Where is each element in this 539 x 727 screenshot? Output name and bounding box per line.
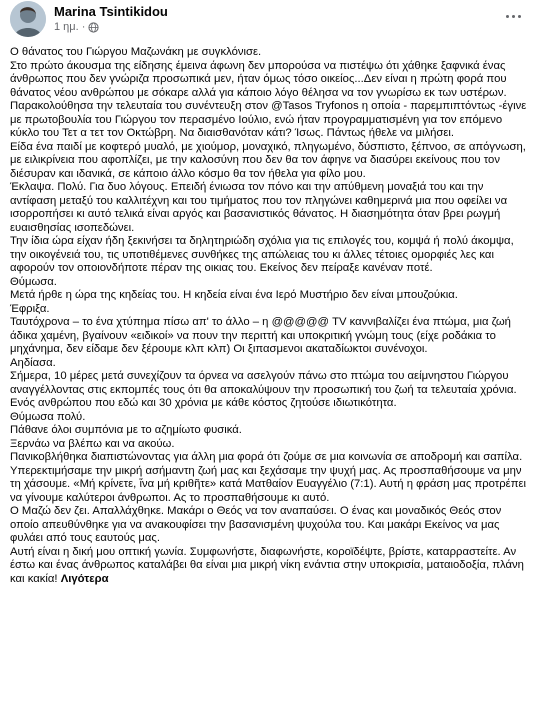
author-name[interactable]: Marina Tsintikidou — [54, 4, 168, 19]
post-paragraph: Την ίδια ώρα είχαν ήδη ξεκινήσει τα δηλητηριώδη σχόλια για τις επιλογές του, κομψά ή πολύ άκομψα, την οικογένειά του, τις υποτιθέμενες συνθήκες της απώλειας του κι άλλες τέτοιες ομορφιές λες και αφορούν τον οποιονδήποτε πέραν της οικιας του. Εκείνος δεν πείραξε κανέναν ποτέ. — [10, 235, 514, 274]
more-options-icon[interactable] — [501, 6, 525, 26]
post-paragraph: Αηδίασα. — [10, 356, 56, 369]
meta-separator: · — [81, 21, 86, 33]
globe-icon — [88, 22, 99, 33]
profile-photo-icon — [10, 1, 46, 37]
post-paragraph: Ο θάνατος του Γιώργου Μαζωνάκη με συγκλόνισε. — [10, 46, 262, 58]
post-paragraph: Έκλαψα. Πολύ. Για δυο λόγους. Επειδή ένιωσα τον πόνο και την απύθμενη μοναξιά του και την αντίφαση μεταξύ του καλλιτέχνη και του τιμήματος που τον πληγώνει καθημερινά μια που οφείλει να ισορροπήσει κι αυτό τελικά είναι αργός και βασανιστικός θάνατος. Η διασημότητα όταν βρει ρωγμή ευαισθησίας ισοπεδώνει. — [10, 181, 508, 234]
post-paragraph: Είδα ένα παιδί με κοφτερό μυαλό, με χιούμορ, μοναχικό, πληγωμένο, δύσπιστο, ξέπνοο, σε απόγνωση, με ειλικρίνεια που αφοπλίζει, με την καλοσύνη που δεν θα τον άφηνε να διασύρει εκείνους που τον διέσυραν και ιδανικά, σε κάποιο άλλο κόσμο θα τον ήθελα για φίλο μου. — [10, 140, 526, 180]
post-paragraph: Πανικοβλήθηκα διαπιστώνοντας για άλλη μια φορά ότι ζούμε σε μια κοινωνία σε αποδρομή και σαπίλα. — [10, 451, 523, 463]
post-time[interactable]: 1 ημ. — [54, 21, 79, 33]
post-header — [10, 0, 529, 40]
post-paragraph: Θύμωσα πολύ. — [10, 410, 86, 423]
see-less-link[interactable]: Λιγότερα — [60, 572, 109, 585]
post-paragraph: Υπερεκτιμήσαμε την μικρή ασήμαντη ζωή μας και ξεχάσαμε την ψυχή μας. Ας προσπαθήσουμε να μην τη χάσουμε. «Μή κρίνετε, ἵνα μή κριθῆτε» κατά Ματθαίον Ευαγγέλιο (7:1). Αυτή η φράση μας προτρέπει να γίνουμε καλύτεροι άνθρωποι. Ας το προσπαθήσουμε κι αυτό. — [10, 464, 527, 504]
post-paragraph: Μετά ήρθε η ώρα της κηδείας του. Η κηδεία είναι ένα Ιερό Μυστήριο δεν είναι μπουζούκια. — [10, 289, 458, 301]
post-paragraph: Θύμωσα. — [10, 275, 57, 288]
post-meta — [54, 21, 99, 33]
avatar[interactable] — [10, 1, 46, 37]
post-paragraph: Πάθανε όλοι συμπόνια με το αζημίωτο φυσικά. — [10, 424, 242, 436]
post-paragraph-text: Αυτή είναι η δική μου οπτική γωνία. Συμφωνήστε, διαφωνήστε, κοροϊδέψτε, βρίστε, καταρραστείτε. Αν έστω και ένας άνθρωπος καταλάβει θα είναι μια μικρή νίκη ενάντια στην υποκρισία, ματαιοδοξία, πλάνη και κακία! — [10, 545, 524, 585]
post-paragraph: Ξερνάω να βλέπω και να ακούω. — [10, 437, 175, 450]
post-body — [10, 46, 532, 586]
post-paragraph: Στο πρώτο άκουσμα της είδησης έμεινα άφωνη δεν μπορούσα να πιστέψω ότι χάθηκε ξαφνικά ένας άνθρωπος που δεν γνώριζα προσωπικά μεν, ήταν όμως τόσο οικείος...Δεν είναι η πρώτη φορά που θάνατος νέου ανθρώπου με σόκαρε αλλά για κάποιο λόγο θέλησα να τον γνωρίσω εκ των υστέρων. Παρακολούθησα την τελευταία του συνέντευξη στον @Tasos Tryfonos η οποία - παρεμπιπτόντως -έγινε με πρωτοβουλία του Γιώργου τον περασμένο Ιούλιο, ενώ ήταν προγραμματισμένη για τον επόμενο κύκλο του Τετ α τετ τον Οκτώβρη. Να διαισθανόταν κάτι? Ίσως. Πάντως ήθελε να μιλήσει. — [10, 59, 527, 139]
post-paragraph: Σήμερα, 10 μέρες μετά συνεχίζουν τα όρνεα να ασελγούν πάνω στο πτώμα του αείμνηστου Γιώργου αναγγέλλοντας στις εκπομπές τους ότι θα αποκαλύψουν την προσωπική του ζωή τα τελευταία χρόνια. Ενός ανθρώπου που εδώ και 30 χρόνια με κάθε κόστος ζητούσε ιδιωτικότητα. — [10, 370, 517, 409]
post-paragraph: Ταυτόχρονα – το ένα χτύπημα πίσω απ' το άλλο – η @@@@@ TV καννιβαλίζει ένα πτώμα, μια ζωή άδικα χαμένη, βγαίνουν «ειδικοί» να πουν την περιττή και υποκριτική γνώμη τους (είχε ροδάκια το μηχάνημα, δεν είδαμε δεν ξέρουμε κλπ κλπ) Οι ξιπασμενοι ακαταδίωκτοι συνένοχοι. — [10, 316, 511, 355]
post-paragraph: Έφριξα. — [10, 302, 50, 315]
post-last-paragraph — [10, 546, 532, 587]
post-paragraph: Ο Μαζώ δεν ζει. Απαλλάχθηκε. Μακάρι ο Θεός να τον αναπαύσει. Ο ένας και μοναδικός Θεός στον οποίο απευθύνθηκε για να ανακουφίσει την βασανισμένη ψυχούλα του. Και μακάρι Εκείνος να μας φυλάει από τους εαυτούς μας. — [10, 505, 502, 544]
